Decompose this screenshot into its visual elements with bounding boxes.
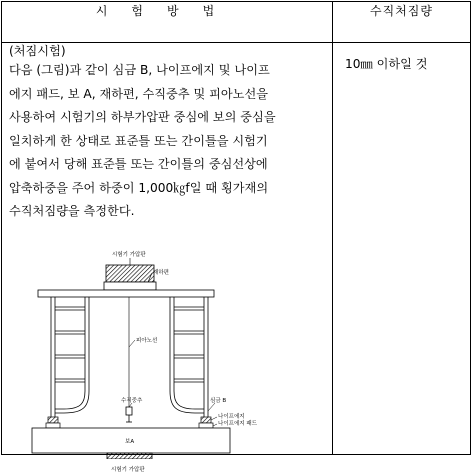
method-line: 다음 (그림)과 같이 심금 B, 나이프에지 및 나이프 — [9, 63, 270, 77]
label-piano-wire: 피아노선 — [136, 338, 158, 344]
label-knife-edge: 나이프에지 — [218, 414, 245, 420]
load-piece — [104, 282, 156, 290]
vertical-weight — [126, 407, 132, 415]
label-knife-edge-pad: 나이프에지 패드 — [218, 421, 257, 427]
spec-table — [1, 1, 471, 473]
top-frame-bar — [38, 290, 214, 297]
method-line: 수직처짐량을 측정한다. — [9, 204, 135, 218]
label-bottom-plate: 시험기 가압판 — [111, 467, 145, 473]
label-beam-a: 보A — [125, 439, 135, 445]
method-line: 사용하여 시험기의 하부가압판 중심에 보의 중심을 — [9, 110, 276, 124]
label-core-b: 심금 B — [210, 398, 227, 404]
left-frame — [51, 297, 89, 417]
knife-edge-pad-left — [46, 423, 60, 428]
top-press-plate — [106, 265, 154, 282]
method-line: 일치하게 한 상태로 표준틀 또는 간이틀을 시험기 — [9, 133, 268, 148]
label-load-piece: 재하편 — [153, 270, 169, 276]
method-cell — [2, 43, 333, 473]
header-row — [2, 2, 471, 43]
result-header: 수직처짐량 — [333, 2, 471, 43]
knife-edge-pad-right — [199, 423, 213, 428]
knife-edge-left — [48, 417, 58, 423]
content-row — [2, 43, 471, 455]
test-subtitle: (처짐시험) — [9, 44, 66, 58]
bottom-press-plate — [107, 453, 152, 459]
method-line: 압축하중을 주어 하중이 1,000㎏f일 때 횡가재의 — [9, 180, 269, 195]
method-line: 에지 패드, 보 A, 재하편, 수직중추 및 피아노선을 — [9, 86, 268, 101]
method-line: 에 붙여서 당해 표준틀 또는 간이틀의 중심선상에 — [9, 157, 268, 171]
method-header: 시험방법 — [2, 2, 333, 43]
right-frame — [170, 297, 208, 417]
result-cell — [333, 43, 471, 455]
test-setup-diagram — [2, 211, 330, 459]
label-vertical-weight: 수직중추 — [121, 398, 143, 404]
knife-edge-right — [201, 417, 211, 423]
deflection-limit: 10㎜ 이하일 것 — [345, 57, 428, 71]
label-top-plate: 시험기 가압판 — [112, 252, 146, 258]
